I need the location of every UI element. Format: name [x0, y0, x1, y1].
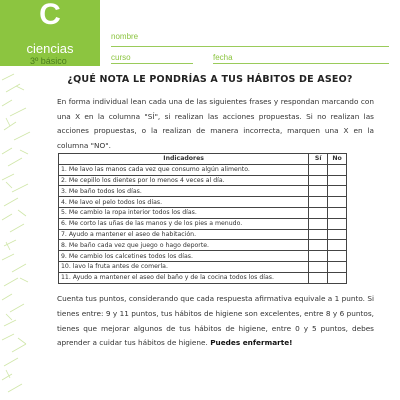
- table-row: [59, 261, 347, 272]
- name-label: nombre: [111, 32, 139, 41]
- yes-cell[interactable]: [309, 186, 328, 197]
- yes-cell[interactable]: [309, 229, 328, 240]
- indicator-text: 4. Me lavo el pelo todos los días.: [59, 197, 309, 208]
- date-label: fecha: [213, 53, 233, 62]
- scoring-text: [57, 292, 374, 351]
- yes-cell[interactable]: [309, 207, 328, 218]
- indicator-text: 10. lavo la fruta antes de comerla.: [59, 261, 309, 272]
- header-indicators: Indicadores: [59, 154, 309, 165]
- indicator-text: 3. Me baño todos los días.: [59, 186, 309, 197]
- no-cell[interactable]: [328, 207, 347, 218]
- yes-cell[interactable]: [309, 175, 328, 186]
- table-row: [59, 218, 347, 229]
- yes-cell[interactable]: [309, 240, 328, 251]
- no-cell[interactable]: [328, 186, 347, 197]
- no-cell[interactable]: [328, 229, 347, 240]
- no-cell[interactable]: [328, 218, 347, 229]
- table-row: [59, 207, 347, 218]
- header-yes: Sí: [309, 154, 328, 165]
- yes-cell[interactable]: [309, 251, 328, 262]
- habits-table: [58, 153, 347, 284]
- indicator-text: 1. Me lavo las manos cada vez que consumo algún alimento.: [59, 164, 309, 175]
- table-row: [59, 197, 347, 208]
- indicator-text: 7. Ayudo a mantener el aseo de habitación.: [59, 229, 309, 240]
- no-cell[interactable]: [328, 164, 347, 175]
- subject-name: ciencias: [26, 41, 74, 56]
- scoring-emphasis: Puedes enfermarte!: [210, 338, 293, 348]
- scoring-body: Cuenta tus puntos, considerando que cada respuesta afirmativa equivale a 1 punto. Si tienes entre: 9 y 11 puntos, tus hábitos de higiene son excelentes, entre 8 y 6 puntos, tienes que mejorar algunos de tus hábitos de higiene, entre 0 y 5 puntos, debes aprender a cuidar tus hábitos de higiene.: [57, 294, 374, 348]
- table-row: [59, 164, 347, 175]
- no-cell[interactable]: [328, 261, 347, 272]
- no-cell[interactable]: [328, 240, 347, 251]
- table-row: [59, 240, 347, 251]
- instructions-text: En forma individual lean cada una de las siguientes frases y respondan marcando con una X en la columna "SÍ", si realizan las acciones propuestas. Si no realizan las acciones propuestas, o la realizan de manera incorrecta, marquen una X en la columna "NO".: [57, 97, 374, 150]
- yes-cell[interactable]: [309, 218, 328, 229]
- indicator-text: 8. Me baño cada vez que juego o hago deporte.: [59, 240, 309, 251]
- no-cell[interactable]: [328, 175, 347, 186]
- table-row: [59, 229, 347, 240]
- table-row: [59, 272, 347, 283]
- indicator-text: 2. Me cepillo los dientes por lo menos 4 veces al día.: [59, 175, 309, 186]
- yes-cell[interactable]: [309, 197, 328, 208]
- table-row: [59, 186, 347, 197]
- grade-label: 3º básico: [30, 56, 67, 66]
- name-line: [111, 46, 389, 47]
- indicator-text: 6. Me corto las uñas de las manos y de los pies a menudo.: [59, 218, 309, 229]
- indicator-text: 9. Me cambio los calcetines todos los días.: [59, 251, 309, 262]
- course-label: curso: [111, 53, 131, 62]
- side-decoration: [0, 70, 36, 400]
- table-row: [59, 175, 347, 186]
- yes-cell[interactable]: [309, 164, 328, 175]
- indicator-text: 11. Ayudo a mantener el aseo del baño y de la cocina todos los días.: [59, 272, 309, 283]
- no-cell[interactable]: [328, 272, 347, 283]
- no-cell[interactable]: [328, 251, 347, 262]
- table-row: [59, 251, 347, 262]
- yes-cell[interactable]: [309, 261, 328, 272]
- date-line: [213, 63, 389, 64]
- no-cell[interactable]: [328, 197, 347, 208]
- page-title: ¿QUÉ NOTA LE PONDRÍAS A TUS HÁBITOS DE ASEO?: [67, 74, 353, 85]
- subject-letter: C: [39, 0, 61, 31]
- yes-cell[interactable]: [309, 272, 328, 283]
- table-header-row: [59, 154, 347, 165]
- header-no: No: [328, 154, 347, 165]
- course-line: [111, 63, 193, 64]
- indicator-text: 5. Me cambio la ropa interior todos los días.: [59, 207, 309, 218]
